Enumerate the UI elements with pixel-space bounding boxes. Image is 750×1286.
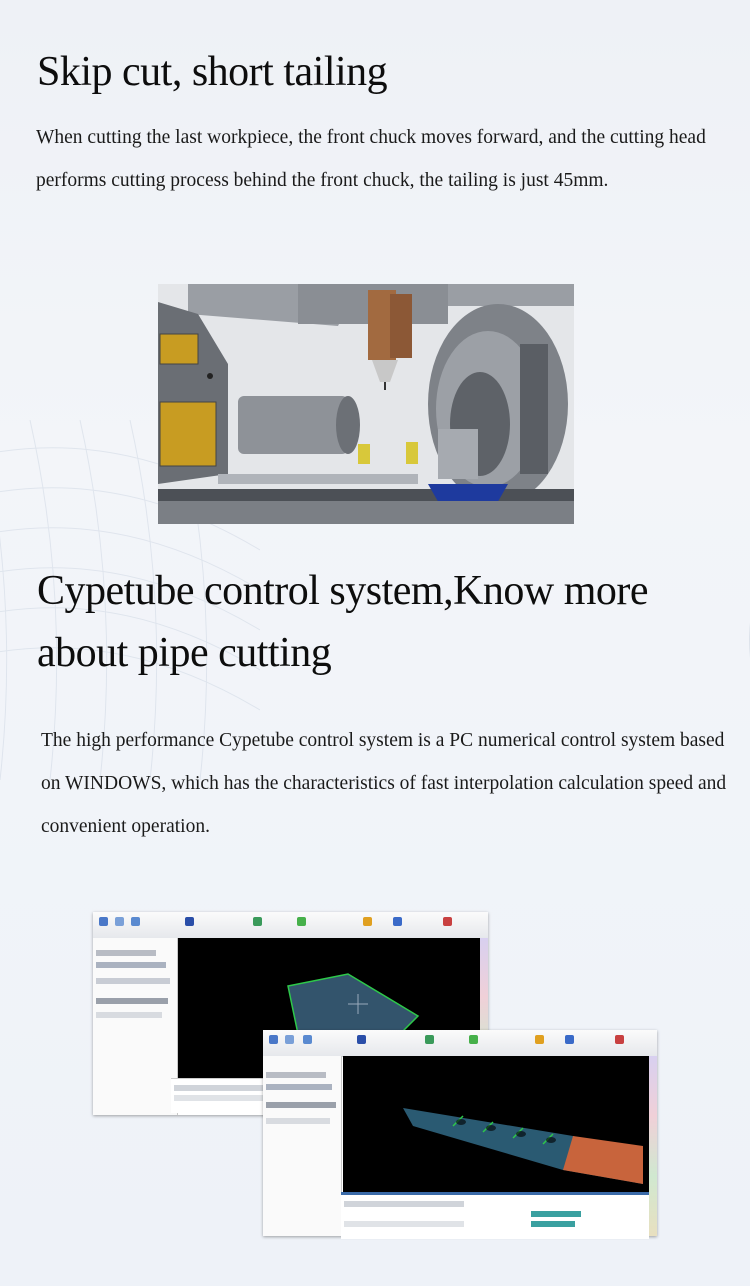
toolbar xyxy=(93,912,488,939)
software-screenshot-2 xyxy=(263,1030,657,1236)
part-list-panel xyxy=(93,938,178,1115)
section-title-cypetube: Cypetube control system,Know more about pipe cutting xyxy=(37,568,649,676)
vertical-scrollbar[interactable] xyxy=(649,1056,657,1236)
toolbar xyxy=(263,1030,657,1057)
cutting-preview-canvas xyxy=(343,1056,649,1192)
machine-render-image xyxy=(158,284,574,524)
section-title-skip-cut: Skip cut, short tailing xyxy=(37,49,388,95)
section-paragraph-skip-cut: When cutting the last workpiece, the front chuck moves forward, and the cutting head performs cutting process behind the front chuck, the tailing is just 45mm. xyxy=(36,127,706,191)
part-list-panel xyxy=(263,1056,342,1236)
section-paragraph-cypetube: The high performance Cypetube control system is a PC numerical control system based on WINDOWS, which has the characteristics of fast interpolation calculation speed and convenient operation. xyxy=(41,730,727,837)
status-table xyxy=(341,1192,649,1239)
